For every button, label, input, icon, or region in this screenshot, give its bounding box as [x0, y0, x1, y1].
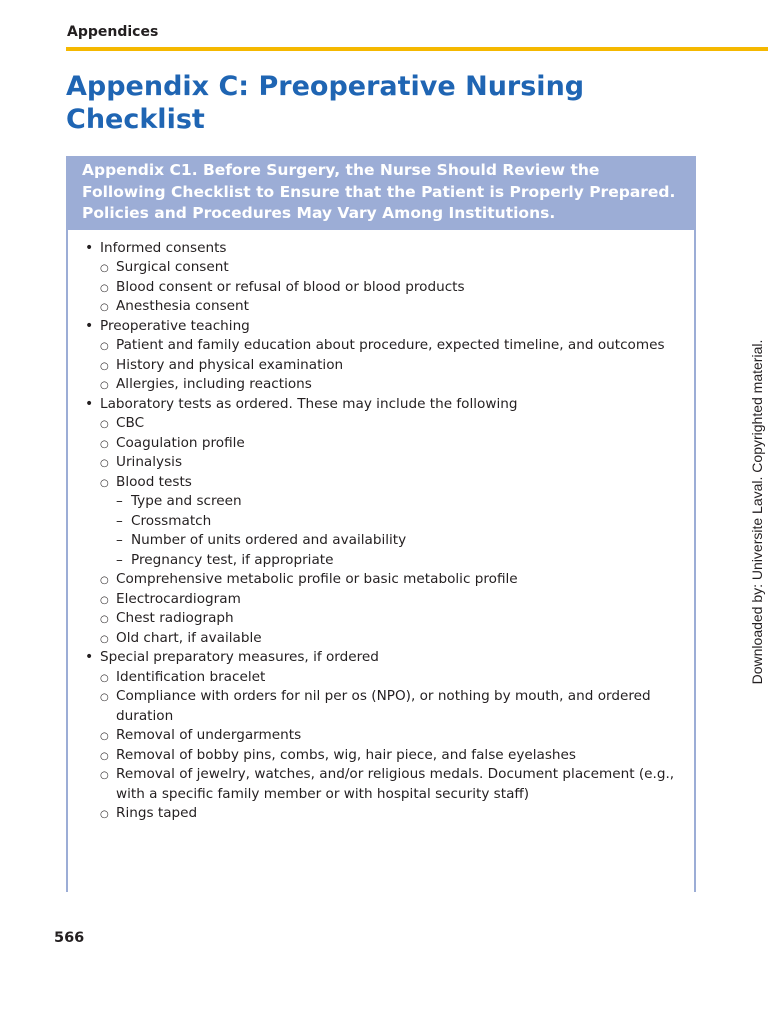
page-number: 566: [54, 930, 85, 946]
checklist-item-level-2: [68, 453, 694, 473]
checklist-item-level-2: [68, 609, 694, 629]
bullet-marker: •: [85, 239, 94, 256]
copyright-side-note: Downloaded by: Universite Laval. Copyrighted material.: [749, 339, 765, 685]
checklist-item-level-1: [68, 317, 694, 337]
bullet-marker: •: [85, 317, 94, 334]
checklist-item-text: Coagulation profile: [116, 434, 245, 451]
checklist-item-level-2: [68, 687, 694, 726]
bullet-marker: ○: [100, 419, 109, 430]
bullet-marker: •: [85, 649, 94, 665]
running-head: Appendices: [67, 24, 159, 40]
checklist-item-level-2: [68, 746, 694, 766]
page-title: Appendix C: Preoperative Nursing Checklist: [66, 71, 585, 135]
checklist-item-level-2: [68, 668, 694, 688]
checklist-item-text: Urinalysis: [116, 454, 183, 470]
bullet-marker: –: [116, 493, 123, 509]
bullet-marker: ○: [100, 477, 109, 489]
checklist-item-text: Type and screen: [131, 493, 242, 509]
bullet-marker: ○: [100, 575, 109, 586]
bullet-marker: ○: [100, 380, 109, 391]
bullet-marker: •: [85, 395, 94, 412]
checklist-box: [66, 156, 696, 892]
checklist-item-text: Removal of jewelry, watches, and/or religious medals. Document placement (e.g., with a specific family member or with hospital security staff): [116, 766, 675, 802]
checklist-item-level-2: [68, 570, 694, 590]
checklist-item-text: CBC: [116, 415, 145, 431]
checklist-item-level-2: [68, 473, 694, 493]
checklist-item-level-2: [68, 590, 694, 610]
bullet-marker: ○: [100, 594, 109, 606]
checklist-item-level-2: [68, 765, 694, 804]
checklist-item-text: Removal of undergarments: [116, 727, 302, 743]
checklist-item-text: Preoperative teaching: [100, 317, 250, 334]
checklist-box-header: Appendix C1. Before Surgery, the Nurse Should Review the Following Checklist to Ensure that the Patient is Properly Prepared. Policies and Procedures May Vary Among Institutions.: [66, 156, 696, 230]
checklist-item-level-2: [68, 278, 694, 298]
header-rule: [66, 47, 768, 51]
bullet-marker: ○: [100, 750, 109, 762]
bullet-marker: ○: [100, 263, 109, 274]
bullet-marker: ○: [100, 341, 109, 352]
checklist-item-text: Pregnancy test, if appropriate: [131, 551, 334, 568]
bullet-marker: ○: [100, 458, 109, 469]
bullet-marker: –: [116, 551, 123, 568]
bullet-marker: ○: [100, 731, 109, 742]
checklist-item-text: Surgical consent: [116, 259, 229, 275]
checklist-item-level-1: [68, 395, 694, 415]
checklist-item-text: Special preparatory measures, if ordered: [100, 649, 379, 665]
checklist-item-text: History and physical examination: [116, 356, 344, 373]
checklist-item-text: Blood consent or refusal of blood or blood products: [116, 278, 465, 295]
checklist-item-text: Removal of bobby pins, combs, wig, hair piece, and false eyelashes: [116, 746, 576, 763]
checklist-item-level-2: [68, 336, 694, 356]
checklist-item-text: Comprehensive metabolic profile or basic metabolic profile: [116, 571, 518, 587]
checklist-item-text: Anesthesia consent: [116, 298, 249, 314]
bullet-marker: ○: [100, 282, 109, 294]
checklist-item-level-3: [68, 492, 694, 512]
checklist-item-text: Identification bracelet: [116, 668, 266, 685]
checklist-item-level-2: [68, 258, 694, 278]
checklist: [68, 230, 694, 824]
bullet-marker: –: [116, 512, 123, 529]
bullet-marker: ○: [100, 633, 109, 645]
checklist-item-text: Rings taped: [116, 805, 198, 821]
checklist-item-level-3: [68, 551, 694, 571]
checklist-item-text: Crossmatch: [131, 512, 212, 529]
checklist-item-level-2: [68, 434, 694, 454]
bullet-marker: –: [116, 532, 123, 548]
checklist-item-level-2: [68, 356, 694, 376]
checklist-item-text: Chest radiograph: [116, 610, 234, 626]
checklist-item-text: Informed consents: [100, 239, 227, 256]
checklist-item-level-3: [68, 531, 694, 551]
bullet-marker: ○: [100, 672, 109, 684]
checklist-item-level-1: [68, 648, 694, 668]
checklist-item-text: Electrocardiogram: [116, 590, 241, 607]
bullet-marker: ○: [100, 809, 109, 820]
checklist-item-level-2: [68, 414, 694, 434]
bullet-marker: ○: [100, 438, 109, 450]
checklist-item-level-2: [68, 297, 694, 317]
checklist-item-text: Laboratory tests as ordered. These may include the following: [100, 395, 518, 412]
checklist-item-text: Compliance with orders for nil per os (NPO), or nothing by mouth, and ordered duration: [116, 688, 651, 724]
bullet-marker: ○: [100, 614, 109, 625]
checklist-item-level-2: [68, 726, 694, 746]
bullet-marker: ○: [100, 360, 109, 372]
checklist-item-level-3: [68, 512, 694, 532]
checklist-item-level-2: [68, 804, 694, 824]
bullet-marker: ○: [100, 692, 109, 703]
bullet-marker: ○: [100, 302, 109, 313]
checklist-item-text: Old chart, if available: [116, 629, 262, 646]
checklist-item-text: Blood tests: [116, 473, 192, 490]
checklist-item-level-2: [68, 375, 694, 395]
checklist-item-level-2: [68, 629, 694, 649]
checklist-item-text: Allergies, including reactions: [116, 376, 312, 392]
bullet-marker: ○: [100, 770, 109, 781]
checklist-item-text: Number of units ordered and availability: [131, 532, 407, 548]
checklist-item-text: Patient and family education about procedure, expected timeline, and outcomes: [116, 337, 665, 353]
checklist-item-level-1: [68, 239, 694, 259]
